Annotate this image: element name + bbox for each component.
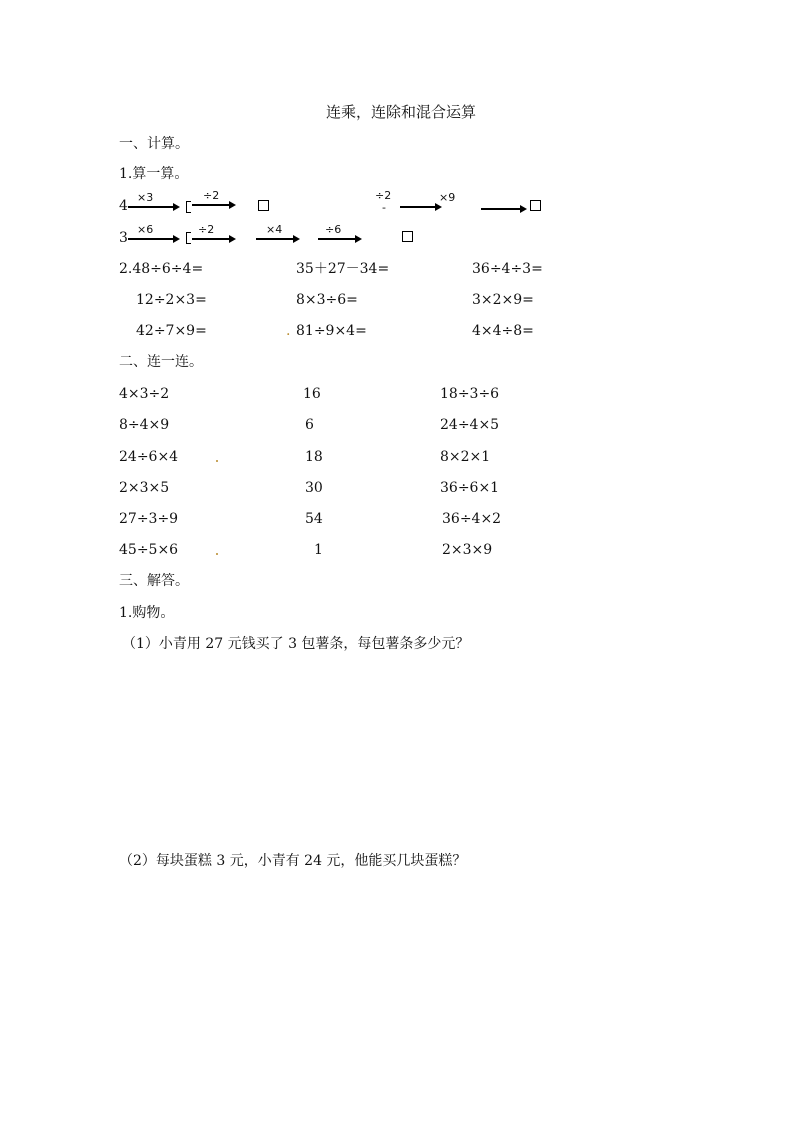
arrow-icon	[128, 206, 174, 208]
calc-r2-c3: 3×2×9=	[472, 292, 534, 308]
connect-left-item: 2×3×5	[119, 480, 170, 496]
answer-box	[530, 200, 541, 211]
chain-2-op-4: ÷6	[325, 223, 342, 236]
connect-left-item: 4×3÷2	[119, 386, 170, 402]
calc-r1-c1: 2.48÷6÷4=	[119, 261, 204, 277]
chain-2-op-2: ÷2	[198, 223, 215, 236]
calc-r1-c3: 36÷4÷3=	[472, 261, 543, 277]
calc-r3-c1: 42÷7×9=	[136, 323, 207, 339]
page-title: 连乘，连除和混合运算	[326, 103, 477, 121]
chain-1-op-4: ×9	[439, 191, 456, 204]
arrow-icon	[318, 238, 356, 240]
section-3-sub-1: 1.购物。	[119, 605, 175, 621]
arrow-icon	[128, 238, 174, 240]
chain-1-op-2: ÷2	[203, 189, 220, 202]
chain-2-op-1: ×6	[137, 223, 154, 236]
connect-left-item: 8÷4×9	[119, 417, 170, 433]
section-1-sub-1: 1.算一算。	[119, 166, 189, 182]
blank-bracket	[186, 232, 191, 244]
connect-right-item: 18÷3÷6	[440, 386, 500, 402]
section-2-heading: 二、连一连。	[119, 354, 203, 370]
connect-mid-item: 18	[305, 449, 323, 465]
connect-mid-item: 1	[314, 542, 323, 558]
calc-r1-c2: 35＋27－34=	[296, 261, 390, 277]
connect-left-item: 45÷5×6	[119, 542, 179, 558]
connect-right-item: 36÷4×2	[442, 511, 502, 527]
connect-right-item: 24÷4×5	[440, 417, 500, 433]
stray-mark	[216, 553, 218, 555]
blank-bracket	[186, 201, 191, 213]
chain-2-start: 3	[119, 230, 128, 246]
arrow-icon	[400, 206, 436, 208]
connect-right-item: 36÷6×1	[440, 480, 500, 496]
connect-right-item: 8×2×1	[440, 449, 491, 465]
calc-r3-c2: 81÷9×4=	[296, 323, 367, 339]
answer-box	[402, 231, 413, 242]
connect-right-item: 2×3×9	[442, 542, 493, 558]
chain-1-op-3: ÷2	[375, 189, 392, 202]
arrow-icon	[192, 204, 230, 206]
chain-2-op-3: ×4	[266, 223, 283, 236]
section-1-heading: 一、计算。	[119, 136, 189, 152]
chain-1-start: 4	[119, 198, 128, 214]
arrow-icon	[481, 208, 521, 210]
section-3-heading: 三、解答。	[119, 573, 189, 589]
calc-r2-c1: 12÷2×3=	[136, 292, 207, 308]
question-2: （2）每块蛋糕 3 元，小青有 24 元，他能买几块蛋糕？	[119, 853, 467, 869]
connect-mid-item: 30	[305, 480, 323, 496]
answer-box	[258, 200, 269, 211]
chain-1-op-1: ×3	[137, 191, 154, 204]
chain-1-op-3-mark: -	[382, 201, 386, 214]
stray-mark	[216, 460, 218, 462]
calc-r2-c2: 8×3÷6=	[296, 292, 358, 308]
connect-left-item: 24÷6×4	[119, 449, 179, 465]
question-1: （1）小青用 27 元钱买了 3 包薯条，每包薯条多少元？	[122, 636, 470, 652]
calc-r3-c3: 4×4÷8=	[472, 323, 534, 339]
connect-mid-item: 54	[305, 511, 323, 527]
connect-mid-item: 16	[303, 386, 321, 402]
calc-r3-dot: .	[286, 323, 291, 339]
arrow-icon	[192, 238, 230, 240]
arrow-icon	[256, 238, 294, 240]
connect-left-item: 27÷3÷9	[119, 511, 179, 527]
connect-mid-item: 6	[305, 417, 314, 433]
